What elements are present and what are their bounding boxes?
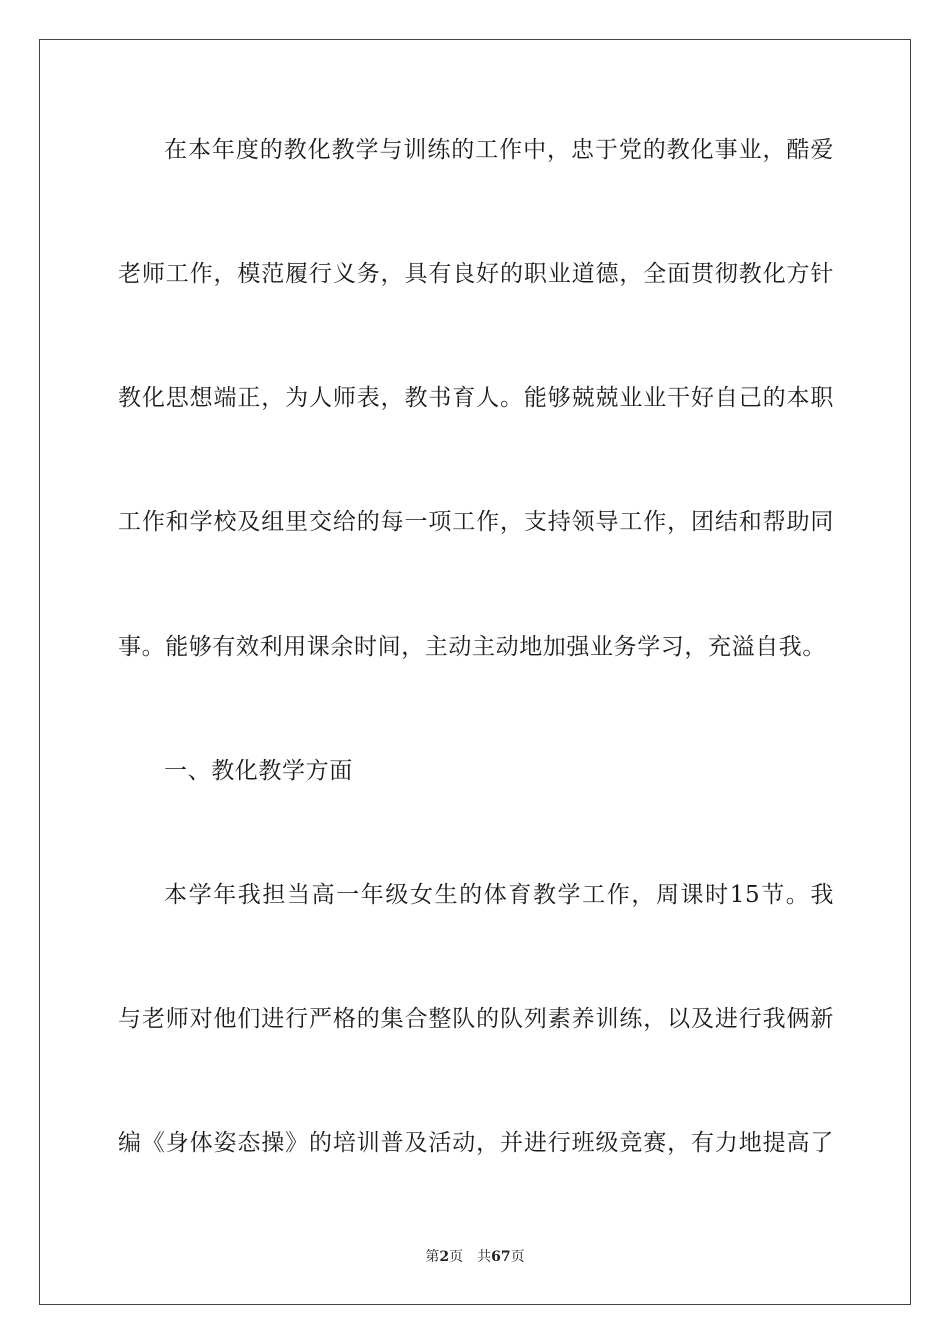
body-text-line: 与老师对他们进行严格的集合整队的队列素养训练，以及进行我俩新 bbox=[118, 1006, 834, 1032]
page-footer bbox=[0, 1248, 950, 1266]
page-border bbox=[39, 39, 911, 1305]
footer-page-number: 2 bbox=[439, 1249, 450, 1265]
body-text-line: 事。能够有效利用课余时间，主动主动地加强业务学习，充溢自我。 bbox=[118, 634, 826, 660]
body-text-line: 工作和学校及组里交给的每一项工作，支持领导工作，团结和帮助同 bbox=[118, 509, 834, 535]
body-text-line: 教化思想端正，为人师表，教书育人。能够兢兢业业干好自己的本职 bbox=[118, 385, 834, 411]
body-text-line: 编《身体姿态操》的培训普及活动，并进行班级竞赛，有力地提高了 bbox=[118, 1130, 834, 1156]
body-text-line: 老师工作，模范履行义务，具有良好的职业道德，全面贯彻教化方针 bbox=[118, 261, 834, 287]
body-text-line: 本学年我担当高一年级女生的体育教学工作，周课时15节。我 bbox=[164, 882, 834, 908]
footer-page-prefix: 第 bbox=[425, 1249, 440, 1265]
footer-page-unit: 页 bbox=[449, 1249, 464, 1265]
footer-total-unit: 页 bbox=[510, 1249, 525, 1265]
footer-total-pages: 67 bbox=[491, 1249, 511, 1265]
body-text-line: 在本年度的教化教学与训练的工作中，忠于党的教化事业，酷爱 bbox=[164, 137, 834, 163]
section-heading: 一、教化教学方面 bbox=[164, 758, 353, 784]
footer-total-prefix: 共 bbox=[477, 1249, 492, 1265]
